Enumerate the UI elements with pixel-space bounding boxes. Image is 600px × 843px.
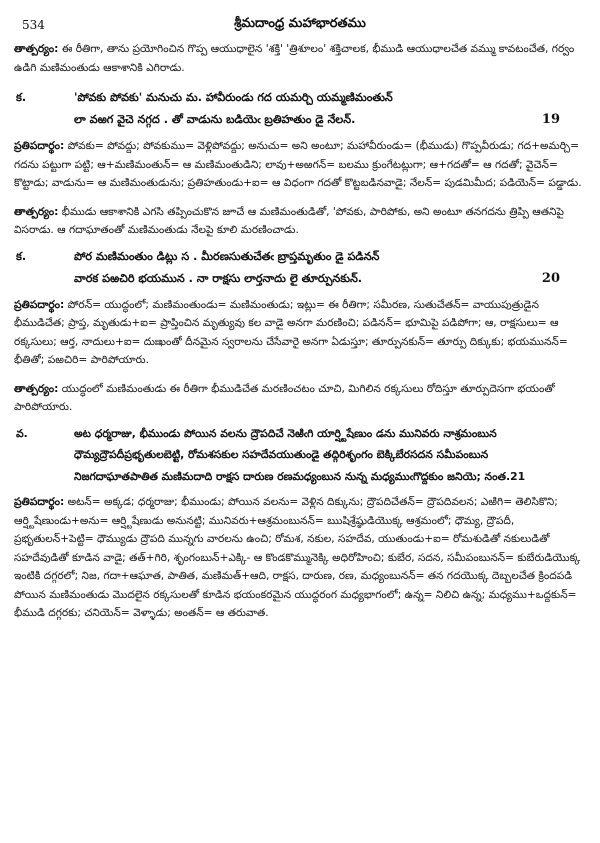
tatparyam-text: భీముడు ఆకాశానికి ఎగసి తప్పించుకొన జూచే ఆ మణిమంతుడితో, 'పోవకు, పారిపోకు, అని అంటూ తనగదను త్రిప్పి ఆతనిపై విసరాడు. ఆ గదాఘాతంతో మణిమంతుడు నేలపై కూలి మరణించాడు. — [14, 205, 564, 236]
pratipadartham-text: పోవకు= పోవద్దు; పోవకుము= వెళ్లిపోవద్దు; అనుచు= అని అంటూ; మహావీరుండు= (భీముడు) గొప్పవీరుడు; గద+అమర్చి= గదను పట్టుగా పట్టి; ఆ+మణిమంతున్= ఆ మణిమంతుడిని; లావు+అఱగన్= బలము క్రుంగేటట్లుగా; ఆ+గదతో= ఆ గదతో; వైచెన్= కొట్టాడు; వాడును= ఆ మణిమంతుడును; ప్రతిహతుండు+ఐ= ఆ విధంగా గదతో కొట్టబడినవాడై; నేలన్= పుడమిమీద; పడియెన్= పడ్డాడు. — [14, 140, 582, 189]
verse-19 — [14, 87, 586, 131]
verse-line: లా వఱగ వైచె నగ్గద . తో వాడును బడియెఁ బ్రతిహతుం డై నేలన్. — [74, 113, 356, 126]
pratipadartham-text: అటన్= అక్కడ; ధర్మరాజు; భీముండు; పోయిన వలను= వెళ్లిన దిక్కును; ద్రౌపదిచేతన్= ద్రౌపదివలన; ఎఱిగి= తెలిసికొని; ఆర్ష్టిషేణుండు+అను= ఆర్ష్టిషేణుడు అనునట్టి; మునివరు+ఆశ్రమంబునన్= ఋషిశ్రేష్ఠుడియొక్క ఆశ్రమంలో; ధౌమ్య, ద్రౌపదీ, ప్రభృతులన్+పెట్టి= ధౌమ్యుడు ద్రౌపది మున్నగు వారలను ఉంచి; రోమశ, నకుల, సహదేవ, యుతుండు+ఐ= రోమశుడితో నకులుడితో సహదేవుడితో కూడిన వాడై; తత్+గిరి, శృంగంబున్+ఎక్కి- ఆ కొండకొమ్మునెక్కి అధిరోహించి; కుబేర, సదన, సమీపంబునన్= కుబేరుడియొక్క ఇంటికి దగ్గరలో; నిజ, గదా+ఆఘాత, పాతిత, మణిమత్+ఆది, రాక్షస, దారుణ, రణ, మధ్యంబునన్= తన గదయొక్క దెబ్బలచేత క్రిందపడి పోయిన మణిమంతుడు మొదలైన రక్కసులతో కూడిన భయంకరమైన యుద్ధరంగ మధ్యభాగంలో; ఉన్న= నిలిచి ఉన్న; మధ్యము+ఒద్దకున్= భీముడి దగ్గరకు; చనియెన్= వెళ్ళాడు; అంతన్= ఆ తరువాత. — [14, 496, 581, 619]
pratipadartham-label: ప్రతిపదార్థం: — [14, 496, 65, 508]
prose-line: నిజగదాఘాతపాతిత మణిమదాది రాక్షస దారుణ రణమధ్యంబున నున్న మధ్యముఁగొద్దకుం జనియె; నంత.21 — [74, 469, 526, 483]
tatparyam-paragraph — [14, 380, 586, 417]
pratipadartham-paragraph — [14, 493, 586, 623]
pratipadartham-paragraph — [14, 137, 586, 193]
tatparyam-text: యుద్ధంలో మణిమంతుడు ఈ రీతిగా భీముడిచేత మరణించటం చూచి, మిగిలిన రక్కసులు రోదిస్తూ తూర్పుదెసగా భయంతో పారిపోయారు. — [14, 382, 555, 413]
verse-number: 20 — [541, 270, 560, 286]
pratipadartham-paragraph — [14, 296, 586, 370]
verse-meter-label: క. — [16, 249, 27, 263]
pratipadartham-label: ప్రతిపదార్థం: — [14, 140, 65, 152]
verse-line: 'పోవకు పోవకు' మనుచు మ. హావీరుండు గద యమర్చి యమ్మణిమంతున్ — [74, 91, 393, 104]
prose-label: వ. — [16, 426, 28, 440]
tatparyam-label: తాత్పర్యం: — [14, 382, 59, 395]
pratipadartham-text: పోరన్= యుద్ధంలో; మణిమంతుండు= మణిమంతుడు; ఇట్లు= ఈ రీతిగా; సమీరణ, సుతుచేతన్= వాయుపుత్రుడైన భీముడిచేత; ప్రాప్త, మృతుడు+ఐ= ప్రాప్తించిన మృత్యువు కల వాడై అనగా మరణించి; పడినన్= భూమిపై పడిపోగా; ఆ, రాక్షసులు= ఆ రక్కసులు; ఆర్త, నాదులు+ఐ= దుఃఖంతో దీనమైన స్వరాలను చేసేవారై అనగా ఏడుస్తూ; తూర్పునకున్= తూర్పు దిక్కుకు; భయమునన్= భీతితో; పఱచిరి= పారిపోయారు. — [14, 298, 568, 366]
tatparyam-label: తాత్పర్యం: — [14, 205, 59, 218]
verse-meter-label: క. — [16, 91, 27, 104]
pratipadartham-label: ప్రతిపదార్థం: — [14, 298, 65, 311]
verse-number: 19 — [541, 112, 560, 127]
running-title: శ్రీమదాంధ్ర మహాభారతము — [234, 16, 366, 31]
tatparyam-paragraph — [14, 40, 586, 77]
page-header — [14, 14, 586, 40]
prose-line: అట ధర్మరాజు, భీముండు పోయిన వలను ద్రౌపదిచే నెఱిఁగి యార్ష్టిషేణుం డను మునివరు నాశ్రమంబున — [74, 426, 497, 440]
tatparyam-label: తాత్పర్యం: — [14, 43, 59, 55]
page-number: 534 — [22, 18, 45, 32]
tatparyam-text: ఈ రీతిగా, తాను ప్రయోగించిన గొప్ప ఆయుధాలైన 'శక్తి' 'త్రిశూలం' శక్తిచాలక, భీముడి ఆయుధాలచేత వమ్ము కావటంచేత, గర్వం ఉడిగి మణిమంతుడు ఆకాశానికి ఎగిరాడు. — [14, 43, 575, 74]
prose-21 — [14, 423, 586, 488]
verse-line: వారక పఱచిరి భయమున . నా రాక్షసు లార్తనాదు లై తూర్పునకున్. — [74, 271, 363, 285]
prose-line: ధౌమ్యద్రౌపదీప్రభృతులబెట్టి, రోమశసకుల సహదేవయుతుండై తద్గిరిశృంగం బెక్కిబేరసదన సమీపంబున — [74, 448, 489, 461]
verse-line: పోర మణిమంతుం డిట్లు స . మీరణసుతుచేతఁ బ్రాప్తమృతుం డై పడినన్ — [74, 249, 380, 263]
verse-20 — [14, 246, 586, 290]
tatparyam-paragraph — [14, 203, 586, 240]
